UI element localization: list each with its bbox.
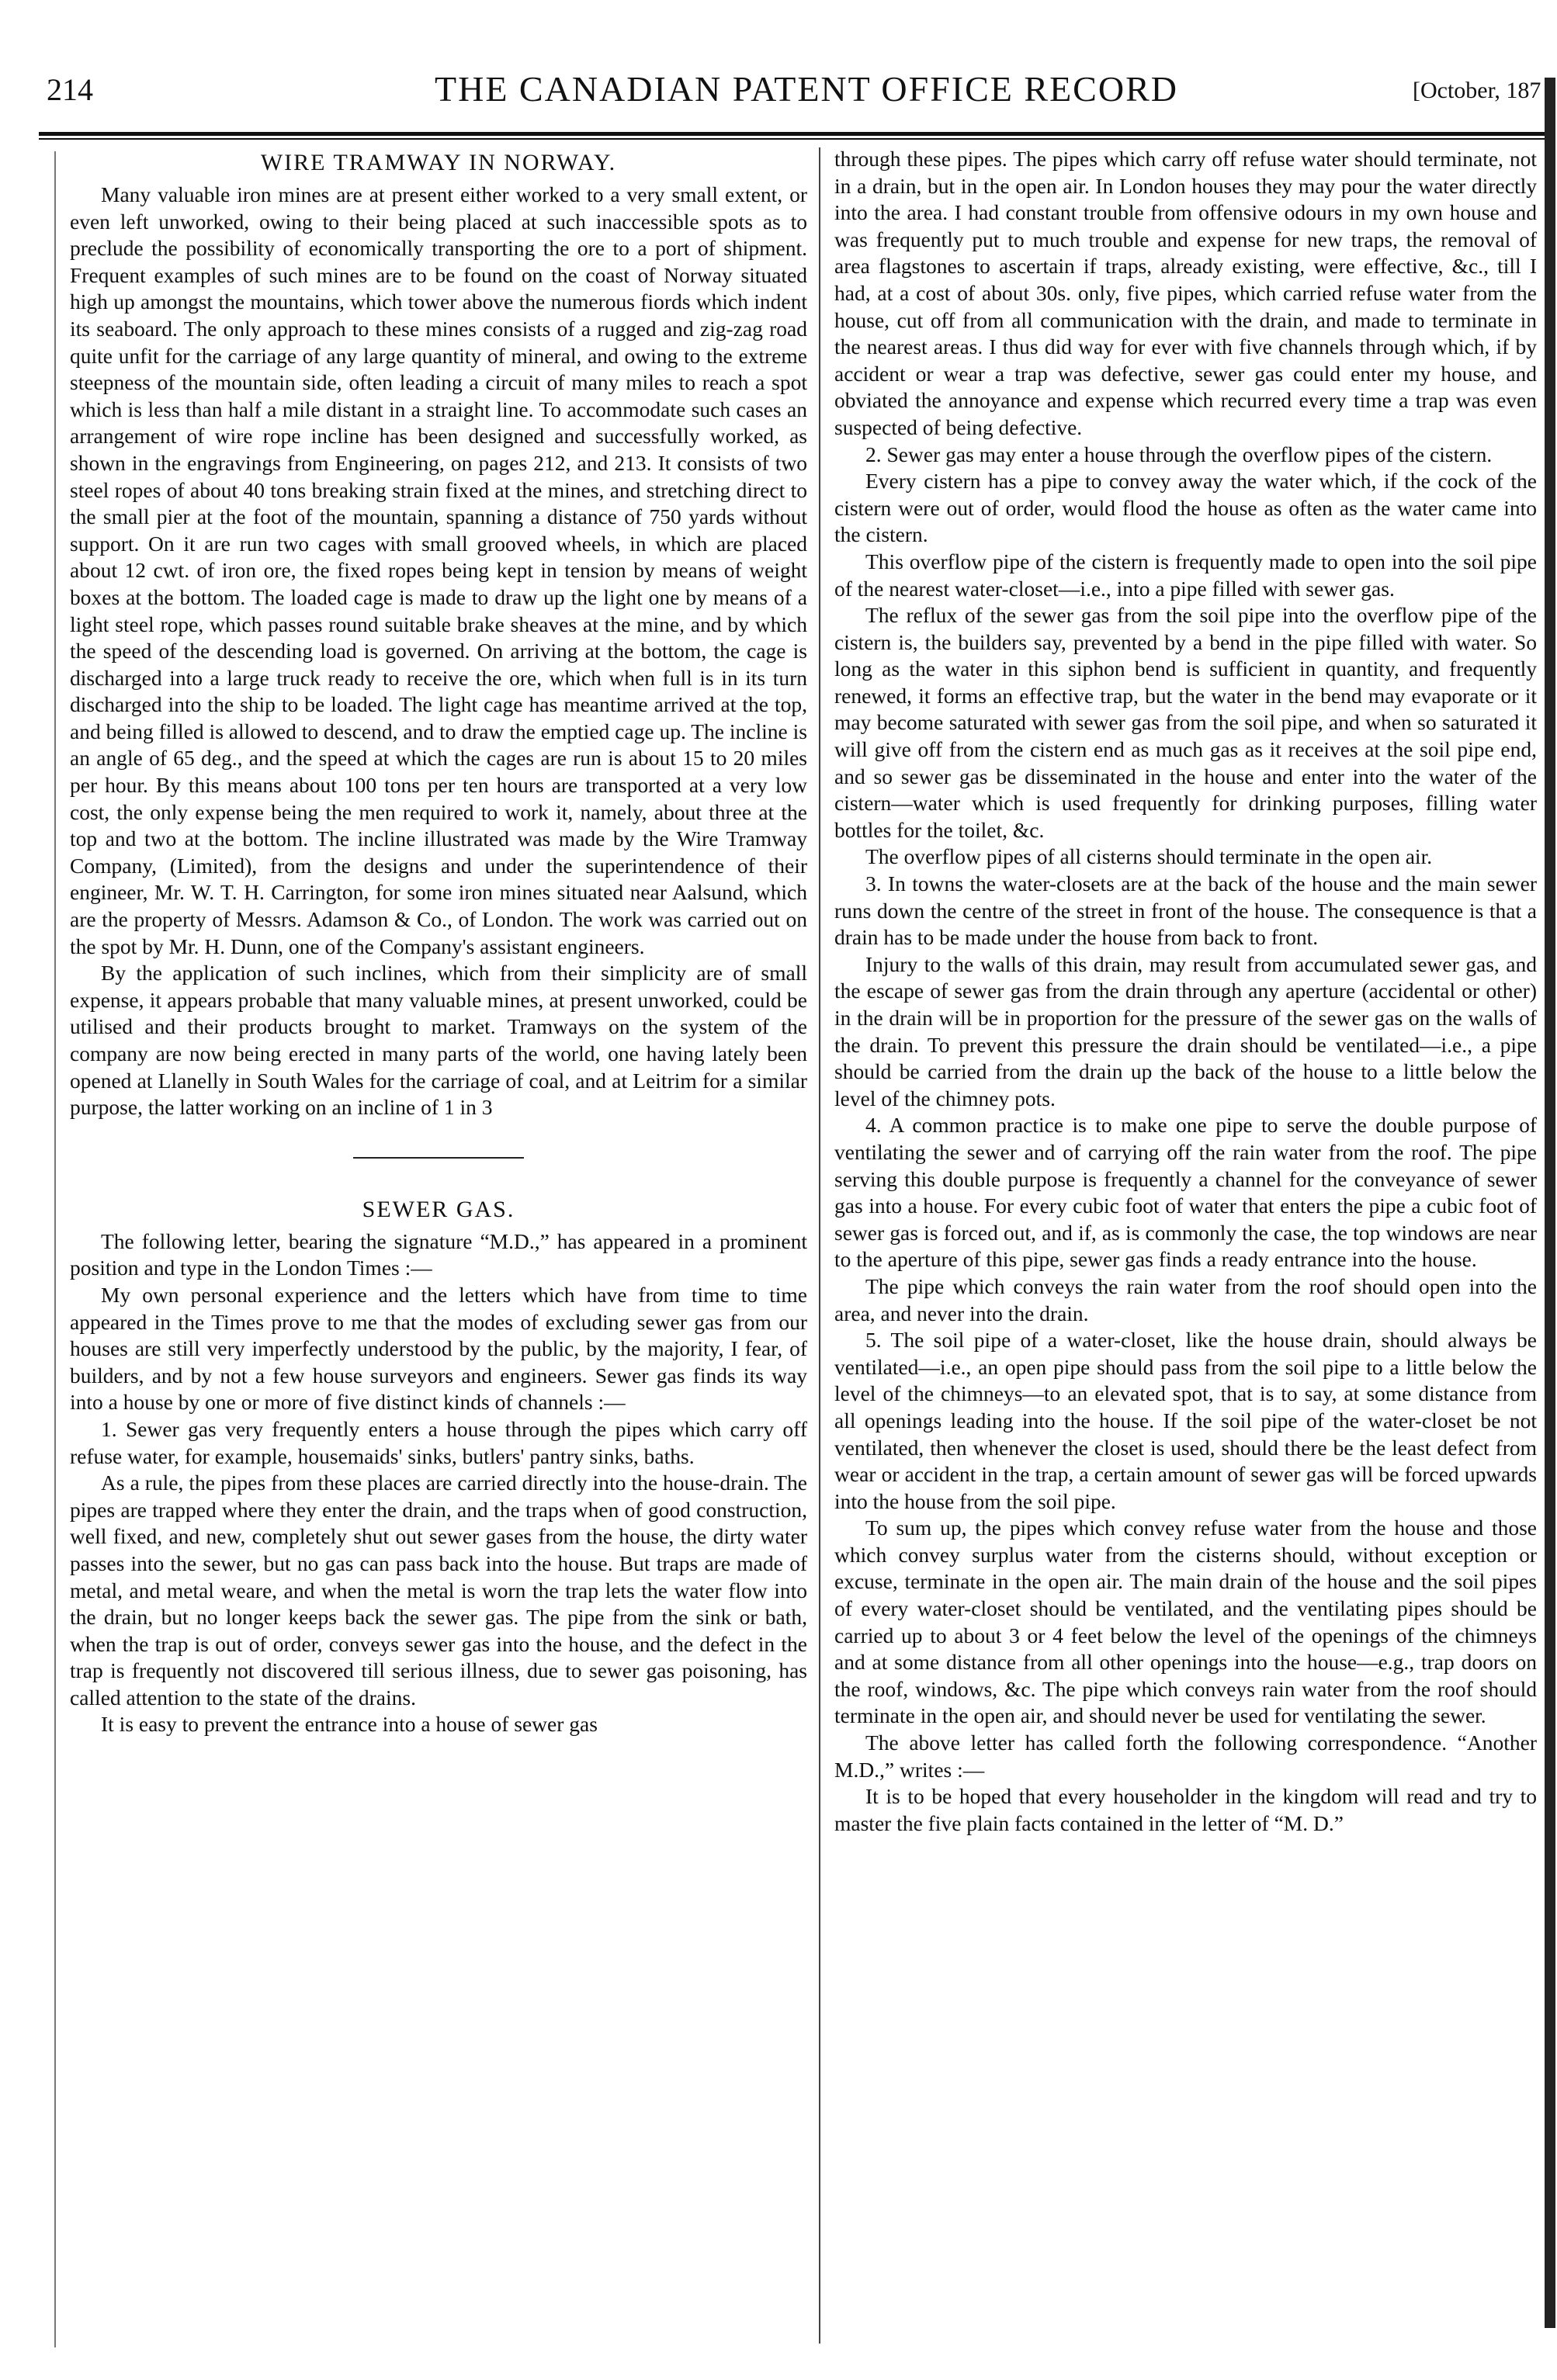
paragraph: By the application of such inclines, which from their simplicity are of small expense, it appears probable that many valuable mines, at present unworked, could be utilised and their products brought to market. Tramways on the system of the company are now being erected in many parts of the world, one having lately been opened at Llanelly in South Wales for the carriage of coal, and at Leitrim for a similar purpose, the latter working on an incline of 1 in 3 <box>70 961 807 1120</box>
paragraph: Injury to the walls of this drain, may result from accumulated sewer gas, and the escape of sewer gas from the drain through any aperture (accidental or other) in the drain will be in proportion for the pressure of the sewer gas on the walls of the drain. To prevent this pressure the drain should be ventilated—i.e., a pipe should be carried from the drain up the back of the house to a little below the level of the chimney pots. <box>834 951 1537 1110</box>
paragraph: The following letter, bearing the signature “M.D.,” has appeared in a prominent position and type in the London Times :— <box>70 1228 807 1280</box>
paragraph: 4. A common practice is to make one pipe to serve the double purpose of ventilating the sewer and of carrying off the rain water from the roof. The pipe serving this double purpose is frequently a channel for the conveyance of sewer gas into a house. For every cubic foot of water that enters the pipe a cubic foot of sewer gas is forced out, and if, as is commonly the case, the top windows are near to the aperture of this pipe, sewer gas finds a ready entrance into the house. <box>834 1113 1537 1272</box>
page-number: 214 <box>47 72 93 107</box>
paragraph: 2. Sewer gas may enter a house through the overflow pipes of the cistern. <box>865 442 1493 466</box>
header-rule-thin <box>39 138 1548 140</box>
right-column <box>834 146 1537 1837</box>
paragraph: Many valuable iron mines are at present either worked to a very small extent, or even left unworked, owing to their being placed at such inaccessible spots as to preclude the possibility of economically transporting the ore to a port of shipment. Frequent examples of such mines are to be found on the coast of Norway situated high up amongst the mountains, which tower above the numerous fiords which indent its seaboard. The only approach to these mines consists of a rugged and zig-zag road quite unfit for the carriage of any large quantity of mineral, and owing to the extreme steepness of the mountain side, often leading a circuit of many miles to reach a spot which is less than half a mile distant in a straight line. To accommodate such cases an arrangement of wire rope incline has been designed and successfully worked, as shown in the engravings from Engineering, on pages 212, and 213. It consists of two steel ropes of about 40 tons breaking strain fixed at the mines, and stretching direct to the small pier at the foot of the mountain, spanning a distance of 750 yards without support. On it are run two cages with small grooved wheels, in which are placed about 12 cwt. of iron ore, the fixed ropes being kept in tension by means of weight boxes at the bottom. The loaded cage is made to draw up the light one by means of a light steel rope, which passes round suitable brake sheaves at the mine, and by which the speed of the descending load is governed. On arriving at the bottom, the cage is discharged into a large truck ready to receive the ore, which when full is in its turn discharged into the ship to be loaded. The light cage has meantime arrived at the top, and being filled is allowed to descend, and to draw the emptied cage up. The incline is an angle of 65 deg., and the speed at which the cages are run is about 15 to 20 miles per hour. By this means about 100 tons per ten hours are transported at a very low cost, the only expense being the men required to work it, namely, about three at the top and two at the bottom. The incline illustrated was made by the Wire Tramway Company, (Limited), from the designs and under the superintendence of their engineer, Mr. W. T. H. Carrington, for some iron mines situated near Aalsund, which are the property of Messrs. Adamson & Co., of London. The work was carried out on the spot by Mr. H. Dunn, one of the Company's assistant engineers. <box>70 182 807 958</box>
paragraph: 3. In towns the water-closets are at the back of the house and the main sewer runs down the centre of the street in front of the house. The consequence is that a drain has to be made under the house from back to front. <box>834 871 1537 950</box>
paragraph: It is easy to prevent the entrance into a house of sewer gas <box>101 1712 598 1737</box>
article-separator <box>353 1157 524 1159</box>
header-rule <box>39 132 1548 136</box>
paragraph: As a rule, the pipes from these places are carried directly into the house-drain. The pipes are trapped where they enter the drain, and the traps when of good construction, well fixed, and new, completely shut out sewer gases from the house, the dirty water passes into the sewer, but no gas can pass back into the house. But traps are made of metal, and metal weare, and when the metal is worn the trap lets the water flow into the drain, but no longer keeps back the sewer gas. The pipe from the sink or bath, when the trap is out of order, conveys sewer gas into the house, and the defect in the trap is frequently not discovered till serious illness, due to sewer gas poisoning, has called attention to the state of the drains. <box>70 1471 807 1710</box>
left-margin-rule <box>54 151 56 2347</box>
publication-title: THE CANADIAN PATENT OFFICE RECORD <box>435 69 1178 109</box>
issue-date: [October, 187 <box>1413 78 1541 103</box>
page-header <box>31 71 1545 118</box>
paragraph: It is to be hoped that every householder in the kingdom will read and try to master the five plain facts contained in the letter of “M. D.” <box>834 1784 1537 1835</box>
paragraph: This overflow pipe of the cistern is frequently made to open into the soil pipe of the nearest water-closet—i.e., into a pipe filled with sewer gas. <box>834 549 1537 601</box>
paragraph: My own personal experience and the letters which have from time to time appeared in the Times prove to me that the modes of excluding sewer gas from our houses are still very imperfectly understood by the public, by the majority, I fear, of builders, and by not a few house surveyors and engineers. Sewer gas finds its way into a house by one or more of five distinct kinds of channels :— <box>70 1282 807 1415</box>
paragraph: Every cistern has a pipe to convey away the water which, if the cock of the cistern were out of order, would flood the house as often as the water came into the cistern. <box>834 469 1537 547</box>
article-title-sewer-gas: SEWER GAS. <box>362 1196 515 1222</box>
article-title-wire-tramway: WIRE TRAMWAY IN NORWAY. <box>260 150 617 175</box>
left-column <box>70 146 807 1738</box>
paragraph: The overflow pipes of all cisterns should terminate in the open air. <box>865 844 1433 869</box>
paragraph: The pipe which conveys the rain water from the roof should open into the area, and never into the drain. <box>834 1273 1537 1325</box>
paragraph: through these pipes. The pipes which carry off refuse water should terminate, not in a drain, but in the open air. In London houses they may pour the water directly into the area. I had constant trouble from offensive odours in my own house and was frequently put to much trouble and expense for new traps, the removal of area flagstones to ascertain if traps, already existing, were effective, &c., till I had, at a cost of about 30s. only, five pipes, which carried refuse water from the house, cut off from all communication with the drain, and made to terminate in the nearest areas. I thus did way for ever with five channels through which, if by accident or wear a trap was defective, sewer gas could enter my house, and obviated the annoyance and expense which recurred every time a trap was even suspected of being defective. <box>834 147 1537 439</box>
paragraph: The above letter has called forth the following correspondence. “Another M.D.,” writes :— <box>834 1730 1537 1782</box>
paragraph: To sum up, the pipes which convey refuse water from the house and those which convey surplus water from the cisterns should, without exception or excuse, terminate in the open air. The main drain of the house and the soil pipes of every water-closet should be ventilated, and the ventilating pipes should be carried up to about 3 or 4 feet below the level of the openings of the chimneys and at some distance from all other openings into the house—e.g., trap doors on the roof, windows, &c. The pipe which conveys rain water from the roof should terminate in the open air, and should never be used for ventilating the sewer. <box>834 1516 1537 1728</box>
page-edge-bar <box>1545 78 1555 2328</box>
paragraph: 5. The soil pipe of a water-closet, like the house drain, should always be ventilated—i.e., an open pipe should pass from the soil pipe to a little below the level of the chimneys—to an elevated spot, that is to say, at some distance from all openings leading into the house. If the soil pipe of the water-closet be not ventilated, then whenever the closet is used, should there be the least defect from wear or accident in the trap, a certain amount of sewer gas will be forced upwards into the house from the soil pipe. <box>834 1328 1537 1513</box>
paragraph: 1. Sewer gas very frequently enters a house through the pipes which carry off refuse water, for example, housemaids' sinks, butlers' pantry sinks, baths. <box>70 1416 807 1468</box>
column-divider <box>819 147 820 2344</box>
paragraph: The reflux of the sewer gas from the soil pipe into the overflow pipe of the cistern is, the builders say, prevented by a bend in the pipe filled with water. So long as the water in this siphon bend is sufficient in quantity, and frequently renewed, it forms an effective trap, but the water in the bend may evaporate or it may become saturated with sewer gas from the soil pipe, and when so saturated it will give off from the cistern end as much gas as it receives at the soil pipe end, and so sewer gas be disseminated in the house and enter into the water of the cistern—water which is used frequently for drinking purposes, filling water bottles for the toilet, &c. <box>834 603 1537 842</box>
